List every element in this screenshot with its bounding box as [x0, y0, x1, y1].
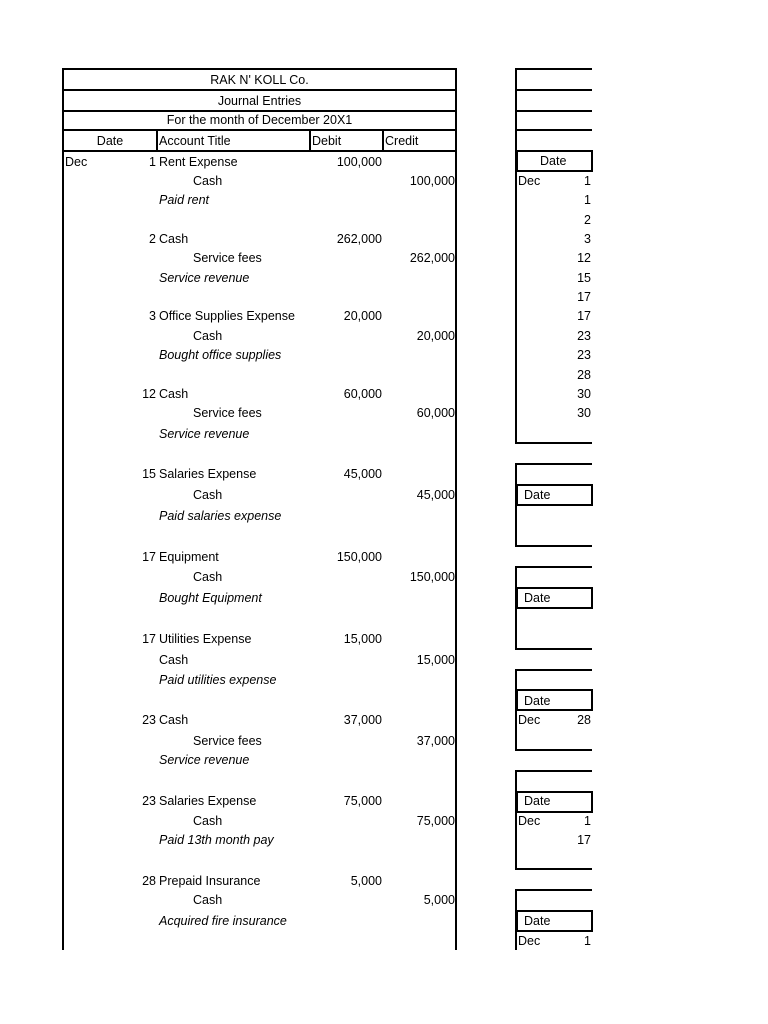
entry-credit-amount: 150,000: [409, 570, 455, 584]
entry-memo: Paid 13th month pay: [159, 833, 274, 847]
ledger-month: Dec: [518, 174, 541, 188]
entry-debit-amount: 37,000: [343, 713, 382, 727]
ledger-day: 17: [577, 309, 591, 323]
entry-day: 2: [149, 232, 156, 246]
entry-credit-amount: 45,000: [416, 488, 455, 502]
entry-debit-amount: 150,000: [336, 550, 382, 564]
ledger-day: 23: [577, 329, 591, 343]
ledger-day: 28: [577, 368, 591, 382]
entry-credit-amount: 262,000: [409, 251, 455, 265]
entry-debit-amount: 262,000: [336, 232, 382, 246]
ledger-day: 1: [584, 814, 591, 828]
entry-credit-amount: 5,000: [423, 893, 455, 907]
ledger-day: 28: [577, 713, 591, 727]
ledger-day: 17: [577, 290, 591, 304]
entry-credit-account: Cash: [193, 893, 223, 907]
entry-memo: Acquired fire insurance: [159, 914, 287, 928]
entry-day: 23: [142, 713, 156, 727]
entry-credit-account: Cash: [193, 488, 223, 502]
entry-debit-amount: 60,000: [343, 387, 382, 401]
entry-credit-account: Service fees: [193, 406, 262, 420]
ledger-month: Dec: [518, 814, 541, 828]
entry-credit-account: Cash: [193, 174, 223, 188]
ledger-day: 30: [577, 406, 591, 420]
entry-debit-account: Cash: [159, 387, 189, 401]
entry-day: 17: [142, 632, 156, 646]
ledger-day: 2: [584, 213, 591, 227]
entry-day: 12: [142, 387, 156, 401]
entry-credit-account: Cash: [193, 814, 223, 828]
ledger-date-header: Date: [524, 591, 551, 605]
entry-debit-account: Cash: [159, 232, 189, 246]
header-credit: Credit: [385, 134, 419, 148]
entry-debit-amount: 75,000: [343, 794, 382, 808]
entry-debit-account: Cash: [159, 713, 189, 727]
entry-day: 3: [149, 309, 156, 323]
entry-debit-amount: 15,000: [343, 632, 382, 646]
entry-day: 17: [142, 550, 156, 564]
ledger-day: 30: [577, 387, 591, 401]
ledger-month: Dec: [518, 934, 541, 948]
entry-debit-account: Salaries Expense: [159, 467, 257, 481]
header-date: Date: [96, 134, 124, 148]
ledger-day: 1: [584, 174, 591, 188]
entry-credit-amount: 100,000: [409, 174, 455, 188]
entry-credit-account: Service fees: [193, 251, 262, 265]
month-label: Dec: [65, 155, 88, 169]
entry-memo: Paid rent: [159, 193, 210, 207]
entry-memo: Service revenue: [159, 753, 250, 767]
ledger-date-header: Date: [540, 154, 567, 168]
entry-debit-account: Equipment: [159, 550, 219, 564]
entry-debit-amount: 20,000: [343, 309, 382, 323]
header-debit: Debit: [312, 134, 342, 148]
entry-debit-account: Salaries Expense: [159, 794, 257, 808]
ledger-day: 12: [577, 251, 591, 265]
company-name: RAK N' KOLL Co.: [210, 73, 309, 87]
ledger-day: 17: [577, 833, 591, 847]
entry-memo: Paid salaries expense: [159, 509, 282, 523]
ledger-day: 23: [577, 348, 591, 362]
journal-period: For the month of December 20X1: [166, 113, 353, 127]
entry-credit-amount: 75,000: [416, 814, 455, 828]
ledger-day: 1: [584, 934, 591, 948]
ledger-day: 1: [584, 193, 591, 207]
ledger-month: Dec: [518, 713, 541, 727]
entry-day: 1: [149, 155, 156, 169]
entry-memo: Bought Equipment: [159, 591, 262, 605]
entry-credit-account: Cash: [159, 653, 189, 667]
entry-debit-account: Prepaid Insurance: [159, 874, 261, 888]
entry-credit-amount: 20,000: [416, 329, 455, 343]
ledger-date-header: Date: [524, 694, 551, 708]
entry-credit-amount: 15,000: [416, 653, 455, 667]
entry-credit-amount: 60,000: [416, 406, 455, 420]
entry-credit-account: Service fees: [193, 734, 262, 748]
entry-debit-account: Office Supplies Expense: [159, 309, 295, 323]
ledger-date-header: Date: [524, 914, 551, 928]
entry-debit-amount: 5,000: [350, 874, 382, 888]
entry-memo: Bought office supplies: [159, 348, 282, 362]
entry-credit-account: Cash: [193, 570, 223, 584]
entry-credit-amount: 37,000: [416, 734, 455, 748]
entry-debit-amount: 45,000: [343, 467, 382, 481]
entry-memo: Paid utilities expense: [159, 673, 277, 687]
entry-debit-amount: 100,000: [336, 155, 382, 169]
entry-day: 28: [142, 874, 156, 888]
ledger-date-header: Date: [524, 794, 551, 808]
entry-debit-account: Utilities Expense: [159, 632, 252, 646]
ledger-date-header: Date: [524, 488, 551, 502]
ledger-day: 3: [584, 232, 591, 246]
ledger-day: 15: [577, 271, 591, 285]
entry-day: 15: [142, 467, 156, 481]
entry-memo: Service revenue: [159, 271, 250, 285]
entry-memo: Service revenue: [159, 427, 250, 441]
entry-day: 23: [142, 794, 156, 808]
journal-title: Journal Entries: [217, 94, 302, 108]
header-account-title: Account Title: [159, 134, 231, 148]
entry-debit-account: Rent Expense: [159, 155, 238, 169]
entry-credit-account: Cash: [193, 329, 223, 343]
